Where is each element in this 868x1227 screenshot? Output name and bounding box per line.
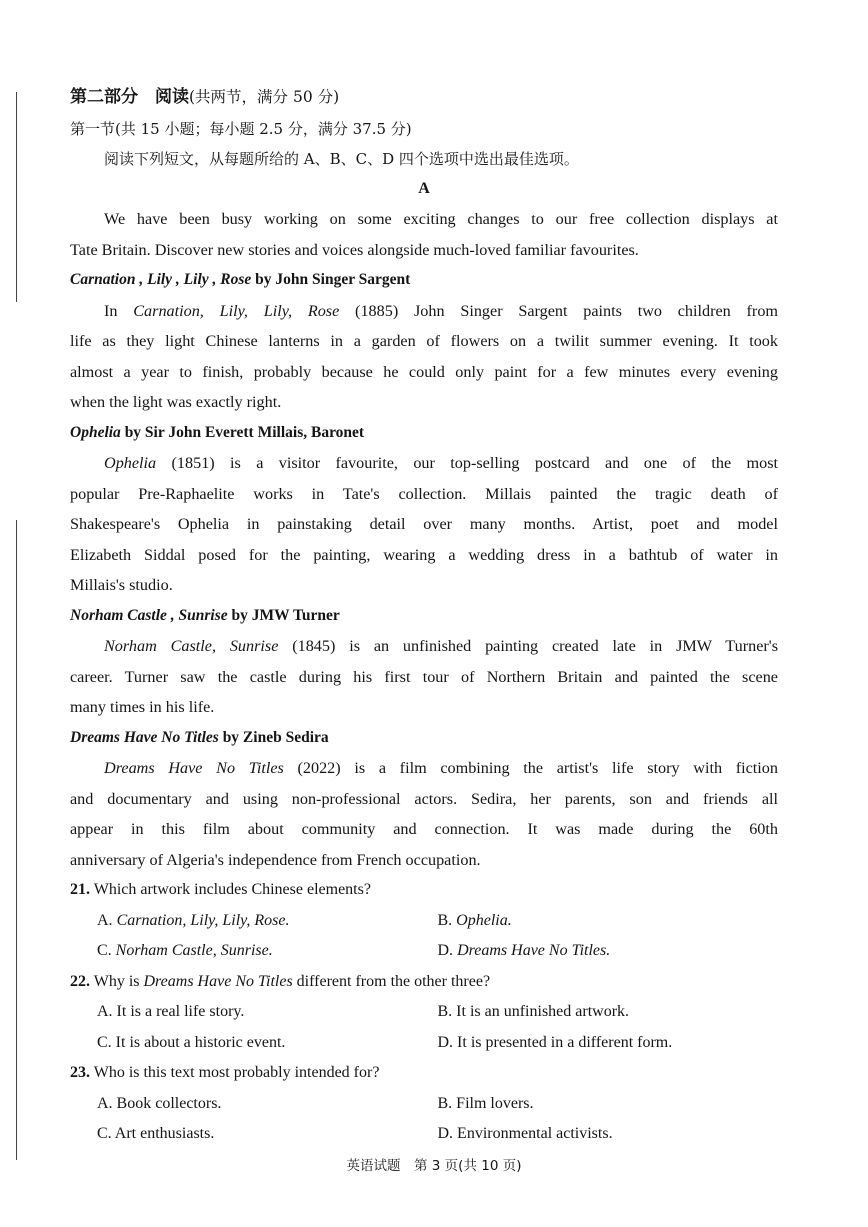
part-heading [70,84,778,110]
artwork-paragraph-dreams [70,753,778,875]
left-margin-line-bottom [16,520,17,1160]
paragraph-line: Elizabeth Siddal posed for the painting, wearing a wedding dress in a bathtub of water in [70,545,778,564]
artwork-title-norham-castle: Norham Castle , Sunrise by JMW Turner [70,606,340,624]
paragraph-line: when the light was exactly right. [70,393,282,411]
option-21-c[interactable]: C. Norham Castle, Sunrise. [97,942,273,959]
passage-label: A [418,180,430,197]
intro-line: Tate Britain. Discover new stories and voices alongside much-loved familiar favourites. [70,240,639,259]
paragraph-line: Millais's studio. [70,576,173,594]
question-22: 22. Why is Dreams Have No Titles different from the other three? [70,972,491,990]
paragraph-line: almost a year to finish, probably because he could only paint for a few minutes every evening [70,362,778,381]
intro-paragraph [70,204,778,265]
artwork-title-ophelia: Ophelia by Sir John Everett Millais, Baronet [70,423,365,441]
paragraph-line: Dreams Have No Titles (2022) is a film combining the artist's life story with fiction [104,759,778,777]
exam-page [70,84,778,1150]
artwork-title-dreams: Dreams Have No Titles by Zineb Sedira [70,728,329,746]
option-21-a[interactable]: A. Carnation, Lily, Lily, Rose. [97,911,290,929]
paragraph-line: and documentary and using non-professional actors. Sedira, her parents, son and friends all [70,789,778,808]
paragraph-line: Ophelia (1851) is a visitor favourite, our top-selling postcard and one of the most [104,454,778,472]
option-23-b[interactable]: B. Film lovers. [437,1094,534,1112]
paragraph-line: many times in his life. [70,698,215,716]
instruction: 阅读下列短文，从每题所给的 A、B、C、D 四个选项中选出最佳选项。 [104,150,579,168]
page-footer: 英语试题 第 3 页(共 10 页) [346,1158,522,1174]
artwork-paragraph-norham-castle [70,631,778,723]
question-23-options-row2 [70,1119,778,1150]
part-note: (共两节，满分 50 分) [189,88,340,106]
section-heading: 第一节(共 15 小题；每小题 2.5 分，满分 37.5 分) [70,120,412,138]
question-23-options-row1 [70,1089,778,1120]
option-22-a[interactable]: A. It is a real life story. [97,1003,245,1020]
question-21: 21. Which artwork includes Chinese elements? [70,881,371,898]
artwork-paragraph-carnation [70,296,778,418]
question-21-options-row2 [70,936,778,967]
option-22-d[interactable]: D. It is presented in a different form. [437,1033,673,1051]
question-21-options-row1 [70,906,778,937]
left-margin-line-top [16,92,17,302]
paragraph-line: In Carnation, Lily, Lily, Rose (1885) John Singer Sargent paints two children from [104,301,779,320]
option-23-d[interactable]: D. Environmental activists. [437,1125,613,1142]
option-22-c[interactable]: C. It is about a historic event. [97,1033,286,1051]
intro-line: We have been busy working on some exciting changes to our free collection displays at [104,210,778,228]
option-23-c[interactable]: C. Art enthusiasts. [97,1125,215,1142]
paragraph-line: Shakespeare's Ophelia in painstaking detail over many months. Artist, poet and model [70,515,778,533]
question-22-options-row1 [70,997,778,1028]
option-21-b[interactable]: B. Ophelia. [437,911,512,929]
paragraph-line: Norham Castle, Sunrise (1845) is an unfinished painting created late in JMW Turner's [104,637,778,655]
paragraph-line: anniversary of Algeria's independence from French occupation. [70,850,481,869]
paragraph-line: career. Turner saw the castle during his first tour of Northern Britain and painted the scene [70,667,778,686]
question-22-options-row2 [70,1028,778,1059]
option-21-d[interactable]: D. Dreams Have No Titles. [437,942,611,959]
artwork-title-carnation: Carnation , Lily , Lily , Rose by John Singer Sargent [70,271,411,288]
option-23-a[interactable]: A. Book collectors. [97,1094,222,1112]
paragraph-line: life as they light Chinese lanterns in a garden of flowers on a twilit summer evening. It took [70,332,778,350]
option-22-b[interactable]: B. It is an unfinished artwork. [437,1003,630,1020]
part-title: 第二部分 阅读 [70,87,189,107]
question-23: 23. Who is this text most probably intended for? [70,1064,380,1081]
paragraph-line: popular Pre-Raphaelite works in Tate's collection. Millais painted the tragic death of [70,484,778,503]
artwork-paragraph-ophelia [70,448,778,601]
paragraph-line: appear in this film about community and connection. It was made during the 60th [70,820,778,838]
